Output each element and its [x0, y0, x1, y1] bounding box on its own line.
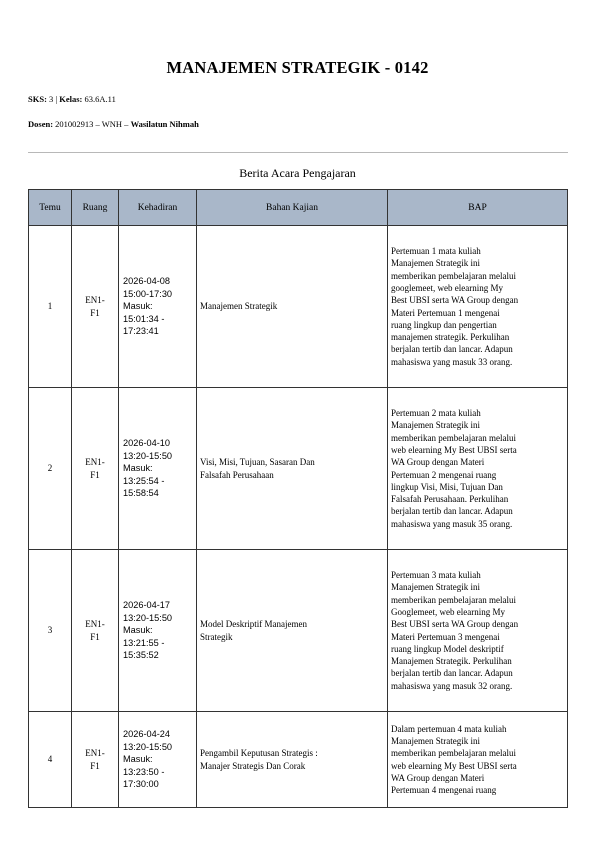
col-header-bap: BAP: [388, 190, 568, 226]
cell-kehadiran-line: 2026-04-08: [123, 276, 170, 287]
cell-bap-line: Manajemen Strategik. Perkulihan: [391, 656, 512, 667]
cell-kehadiran: [119, 712, 197, 808]
col-header-kehadiran: Kehadiran: [119, 190, 197, 226]
lecturer-info: [28, 119, 199, 129]
cell-bap-line: Pertemuan 2 mengenai ruang: [391, 469, 497, 480]
cell-temu: 4: [29, 712, 72, 808]
sks-value: 3 |: [49, 94, 58, 104]
cell-bap-line: Pertemuan 4 mengenai ruang: [391, 785, 497, 796]
cell-ruang: [72, 388, 119, 550]
cell-bahan-kajian: [197, 388, 388, 550]
cell-kehadiran-line: 13:23:50 -: [123, 766, 165, 777]
cell-ruang-line: F1: [90, 307, 100, 318]
cell-bap-line: mahasiswa yang masuk 32 orang.: [391, 680, 513, 691]
cell-bap-line: web elearning My Best UBSI serta: [391, 760, 517, 771]
cell-kehadiran-line: 13:25:54 -: [123, 475, 165, 486]
cell-kehadiran-line: 17:23:41: [123, 326, 159, 337]
cell-bahan-kajian-line: Model Deskriptif Manajemen: [200, 619, 307, 630]
cell-kehadiran-line: 13:21:55 -: [123, 637, 165, 648]
cell-ruang-line: F1: [90, 760, 100, 771]
cell-kehadiran-line: 15:58:54: [123, 488, 159, 499]
cell-bap-line: WA Group dengan Materi: [391, 457, 485, 468]
cell-kehadiran-line: 17:30:00: [123, 779, 159, 790]
cell-kehadiran-line: 15:35:52: [123, 650, 159, 661]
cell-bap-line: Manajemen Strategik ini: [391, 420, 480, 431]
cell-bap-line: Best UBSI serta WA Group dengan: [391, 295, 519, 306]
cell-ruang-line: EN1-: [85, 619, 105, 630]
cell-kehadiran: [119, 550, 197, 712]
cell-bap-line: berjalan tertib dan lancar. Adapun: [391, 344, 513, 355]
cell-bap-line: berjalan tertib dan lancar. Adapun: [391, 506, 513, 517]
cell-bap-line: WA Group dengan Materi: [391, 772, 485, 783]
section-title: Berita Acara Pengajaran: [239, 166, 356, 180]
cell-temu: 2: [29, 388, 72, 550]
cell-bahan-kajian: [197, 712, 388, 808]
cell-ruang: [72, 712, 119, 808]
cell-bahan-kajian-line: Pengambil Keputusan Strategis :: [200, 748, 318, 759]
cell-bap-line: Materi Pertemuan 1 mengenai: [391, 307, 500, 318]
cell-kehadiran: [119, 226, 197, 388]
cell-kehadiran-line: 2026-04-24: [123, 729, 170, 740]
cell-temu: 1: [29, 226, 72, 388]
sks-label: SKS:: [28, 94, 47, 104]
cell-ruang: [72, 550, 119, 712]
cell-bap-line: berjalan tertib dan lancar. Adapun: [391, 668, 513, 679]
cell-bap-line: Manajemen Strategik ini: [391, 258, 480, 269]
cell-bahan-kajian-line: Falsafah Perusahaan: [200, 469, 274, 480]
cell-kehadiran-line: 13:20-15:50: [123, 741, 173, 752]
cell-ruang-line: EN1-: [85, 748, 105, 759]
cell-bap-line: memberikan pembelajaran melalui: [391, 748, 516, 759]
cell-bap-line: Manajemen Strategik ini: [391, 582, 480, 593]
cell-bahan-kajian-line: Strategik: [200, 631, 233, 642]
cell-kehadiran: [119, 388, 197, 550]
cell-kehadiran-line: 15:01:34 -: [123, 313, 165, 324]
bap-table: [28, 189, 568, 808]
page-title: MANAJEMEN STRATEGIK - 0142: [166, 58, 429, 77]
cell-bahan-kajian-line: Manajer Strategis Dan Corak: [200, 760, 306, 771]
cell-kehadiran-line: 13:20-15:50: [123, 612, 173, 623]
col-header-ruang: Ruang: [72, 190, 119, 226]
cell-bahan-kajian-line: Manajemen Strategik: [200, 301, 278, 312]
kelas-value: 63.6A.11: [84, 94, 116, 104]
class-info: [28, 94, 116, 104]
cell-bahan-kajian: [197, 550, 388, 712]
table-row: [29, 712, 568, 808]
cell-kehadiran-line: Masuk:: [123, 625, 153, 636]
cell-bap-line: web elearning My Best UBSI serta: [391, 444, 517, 455]
cell-bap-line: Materi Pertemuan 3 mengenai: [391, 631, 500, 642]
cell-kehadiran-line: 13:20-15:50: [123, 450, 173, 461]
cell-ruang-line: EN1-: [85, 457, 105, 468]
cell-kehadiran-line: 2026-04-17: [123, 600, 170, 611]
cell-bap-line: Falsafah Perusahaan. Perkulihan: [391, 494, 509, 505]
dosen-value: 201002913 – WNH –: [55, 119, 129, 129]
cell-bap: [388, 226, 568, 388]
cell-kehadiran-line: 2026-04-10: [123, 438, 170, 449]
cell-bap-line: Pertemuan 1 mata kuliah: [391, 246, 481, 257]
cell-bap-line: memberikan pembelajaran melalui: [391, 270, 516, 281]
cell-bap-line: mahasiswa yang masuk 35 orang.: [391, 518, 513, 529]
cell-temu: 3: [29, 550, 72, 712]
cell-bap-line: manajemen strategik. Perkulihan: [391, 332, 510, 343]
cell-bap-line: Dalam pertemuan 4 mata kuliah: [391, 723, 507, 734]
table-row: [29, 388, 568, 550]
cell-bap: [388, 712, 568, 808]
table-row: [29, 226, 568, 388]
cell-bap-line: Best UBSI serta WA Group dengan: [391, 619, 519, 630]
cell-bap-line: lingkup Visi, Misi, Tujuan Dan: [391, 481, 503, 492]
kelas-label: Kelas:: [59, 94, 83, 104]
table-row: [29, 550, 568, 712]
col-header-bahan-kajian: Bahan Kajian: [197, 190, 388, 226]
cell-kehadiran-line: Masuk:: [123, 463, 153, 474]
cell-bap-line: memberikan pembelajaran melalui: [391, 432, 516, 443]
cell-kehadiran-line: Masuk:: [123, 301, 153, 312]
cell-kehadiran-line: 15:00-17:30: [123, 288, 173, 299]
cell-bap-line: Googlemeet, web elearning My: [391, 606, 505, 617]
cell-ruang-line: F1: [90, 631, 100, 642]
cell-bap-line: mahasiswa yang masuk 33 orang.: [391, 356, 513, 367]
divider: [28, 152, 568, 153]
cell-bap: [388, 550, 568, 712]
dosen-name: Wasilatun Nihmah: [130, 119, 199, 129]
cell-bap-line: ruang lingkup Model deskriptif: [391, 643, 504, 654]
cell-bap-line: Pertemuan 3 mata kuliah: [391, 570, 481, 581]
cell-bap-line: memberikan pembelajaran melalui: [391, 594, 516, 605]
table-header-row: [29, 190, 568, 226]
cell-bap-line: Pertemuan 2 mata kuliah: [391, 408, 481, 419]
cell-bap-line: Manajemen Strategik ini: [391, 735, 480, 746]
cell-bap: [388, 388, 568, 550]
cell-ruang-line: F1: [90, 469, 100, 480]
col-header-temu: Temu: [29, 190, 72, 226]
cell-kehadiran-line: Masuk:: [123, 754, 153, 765]
cell-ruang-line: EN1-: [85, 295, 105, 306]
dosen-label: Dosen:: [28, 119, 54, 129]
cell-bap-line: ruang lingkup dan pengertian: [391, 319, 497, 330]
cell-bahan-kajian-line: Visi, Misi, Tujuan, Sasaran Dan: [200, 457, 315, 468]
cell-bahan-kajian: [197, 226, 388, 388]
cell-bap-line: googlemeet, web elearning My: [391, 282, 503, 293]
cell-ruang: [72, 226, 119, 388]
